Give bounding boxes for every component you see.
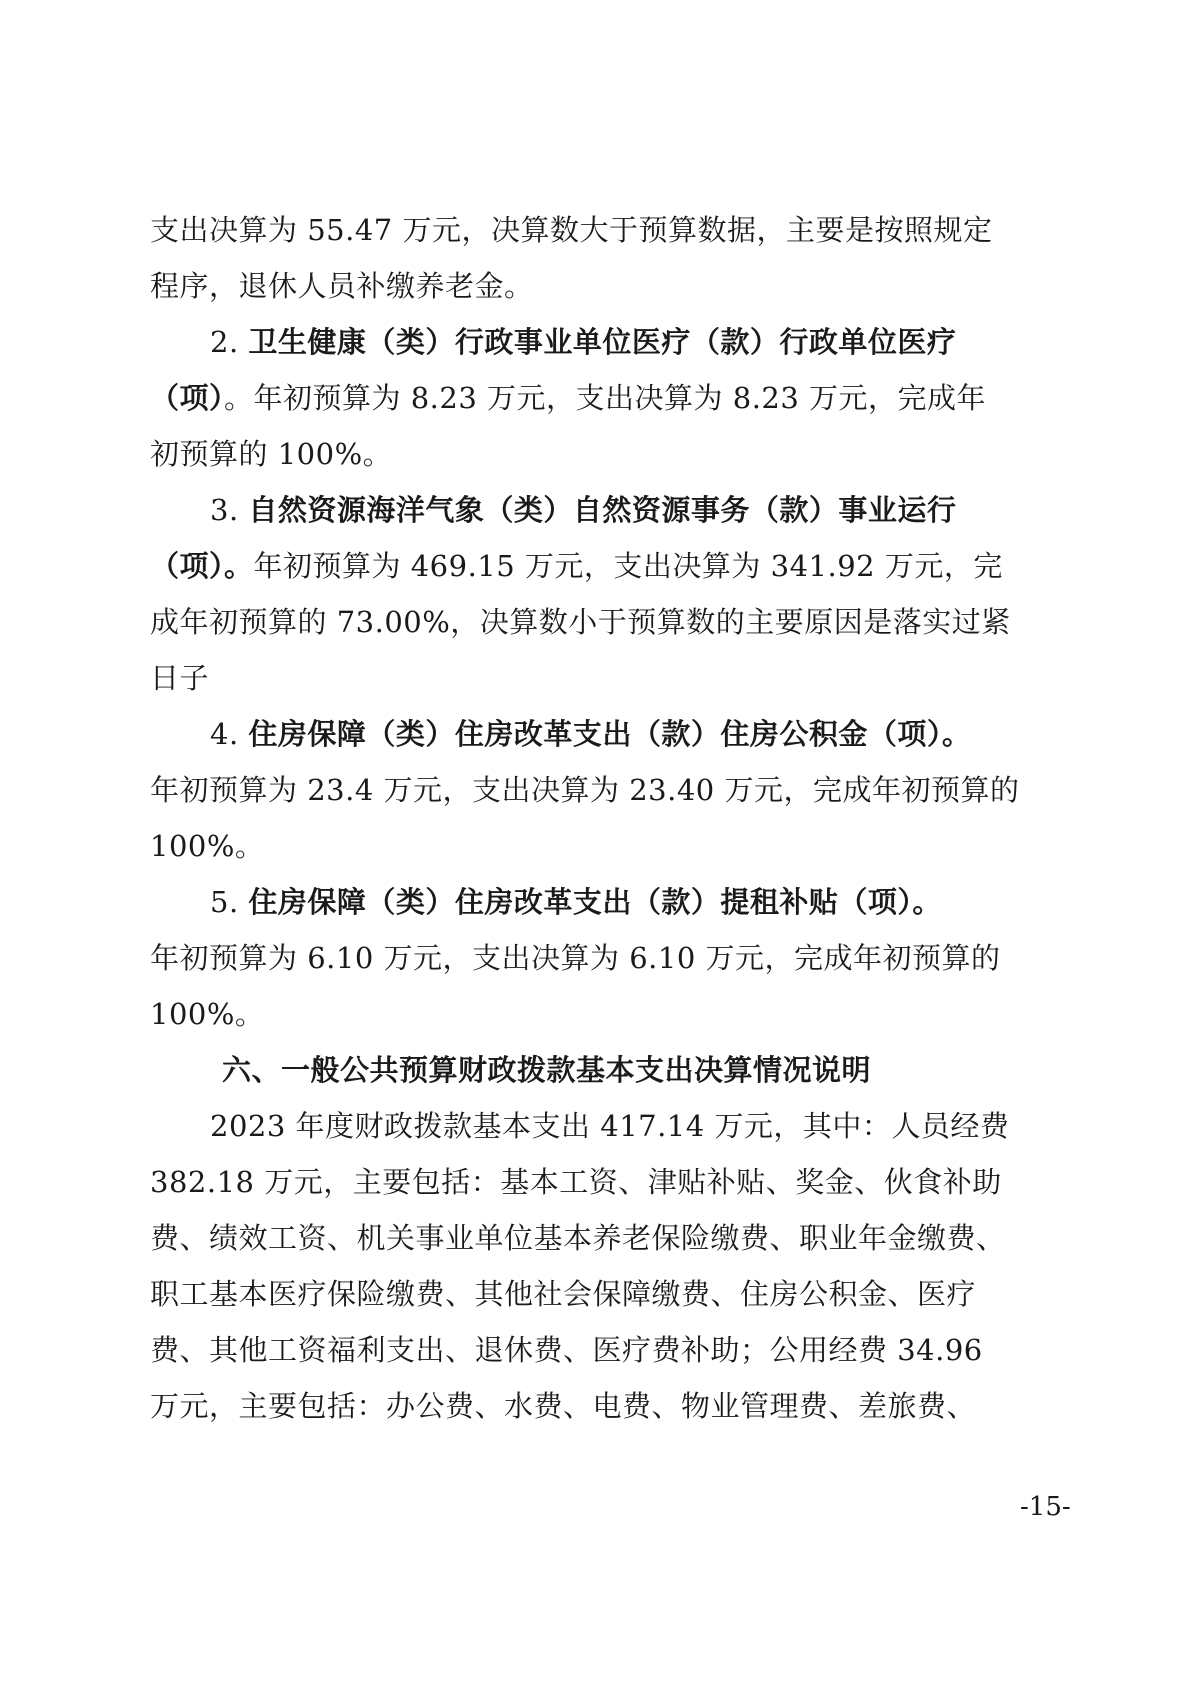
body-text-line: 职工基本医疗保险缴费、其他社会保障缴费、住房公积金、医疗 (150, 1277, 977, 1311)
body-text-line: 程序，退休人员补缴养老金。 (150, 269, 534, 303)
item-5-line (210, 882, 942, 922)
body-text-line: 年初预算为 6.10 万元，支出决算为 6.10 万元，完成年初预算的 (150, 941, 1001, 975)
body-text-line: 初预算的 100%。 (150, 437, 393, 471)
body-text-line (150, 546, 1003, 586)
body-text-line: 成年初预算的 73.00%，决算数小于预算数的主要原因是落实过紧 (150, 605, 1011, 639)
item-title-bold: 自然资源海洋气象（类）自然资源事务（款）事业运行 (248, 493, 957, 527)
body-text-line: 费、其他工资福利支出、退休费、医疗费补助；公用经费 34.96 (150, 1333, 983, 1367)
body-text-line: 100%。 (150, 829, 265, 863)
body-text-line: 382.18 万元，主要包括：基本工资、津贴补贴、奖金、伙食补助 (150, 1165, 1002, 1199)
item-3-line (210, 490, 956, 530)
item-4-line (210, 714, 971, 754)
body-text-line: 日子 (150, 661, 210, 695)
page-number: -15- (1020, 1492, 1071, 1522)
item-number: 5. (210, 885, 249, 919)
item-number: 4. (210, 717, 249, 751)
body-text-line: 年初预算为 23.4 万元，支出决算为 23.40 万元，完成年初预算的 (150, 773, 1020, 807)
body-text: 。年初预算为 8.23 万元，支出决算为 8.23 万元，完成年 (224, 381, 987, 415)
item-title-bold: （项）。 (150, 549, 254, 583)
item-number: 2. (210, 325, 249, 359)
item-title-bold: 住房保障（类）住房改革支出（款）提租补贴（项）。 (248, 885, 942, 919)
section-heading: 六、一般公共预算财政拨款基本支出决算情况说明 (222, 1053, 872, 1087)
item-2-line (210, 322, 956, 362)
item-title-bold: 住房保障（类）住房改革支出（款）住房公积金（项）。 (248, 717, 972, 751)
body-text-line: 100%。 (150, 997, 265, 1031)
item-title-bold: （项） (150, 381, 225, 415)
body-text-line: 2023 年度财政拨款基本支出 417.14 万元，其中：人员经费 (210, 1109, 1010, 1143)
item-title-bold: 卫生健康（类）行政事业单位医疗（款）行政单位医疗 (248, 325, 957, 359)
item-number: 3. (210, 493, 249, 527)
body-text-line: 万元，主要包括：办公费、水费、电费、物业管理费、差旅费、 (150, 1389, 977, 1423)
body-text-line (150, 378, 986, 418)
body-text: 年初预算为 469.15 万元，支出决算为 341.92 万元，完 (253, 549, 1003, 583)
body-text-line: 支出决算为 55.47 万元，决算数大于预算数据，主要是按照规定 (150, 213, 993, 247)
body-text-line: 费、绩效工资、机关事业单位基本养老保险缴费、职业年金缴费、 (150, 1221, 1006, 1255)
